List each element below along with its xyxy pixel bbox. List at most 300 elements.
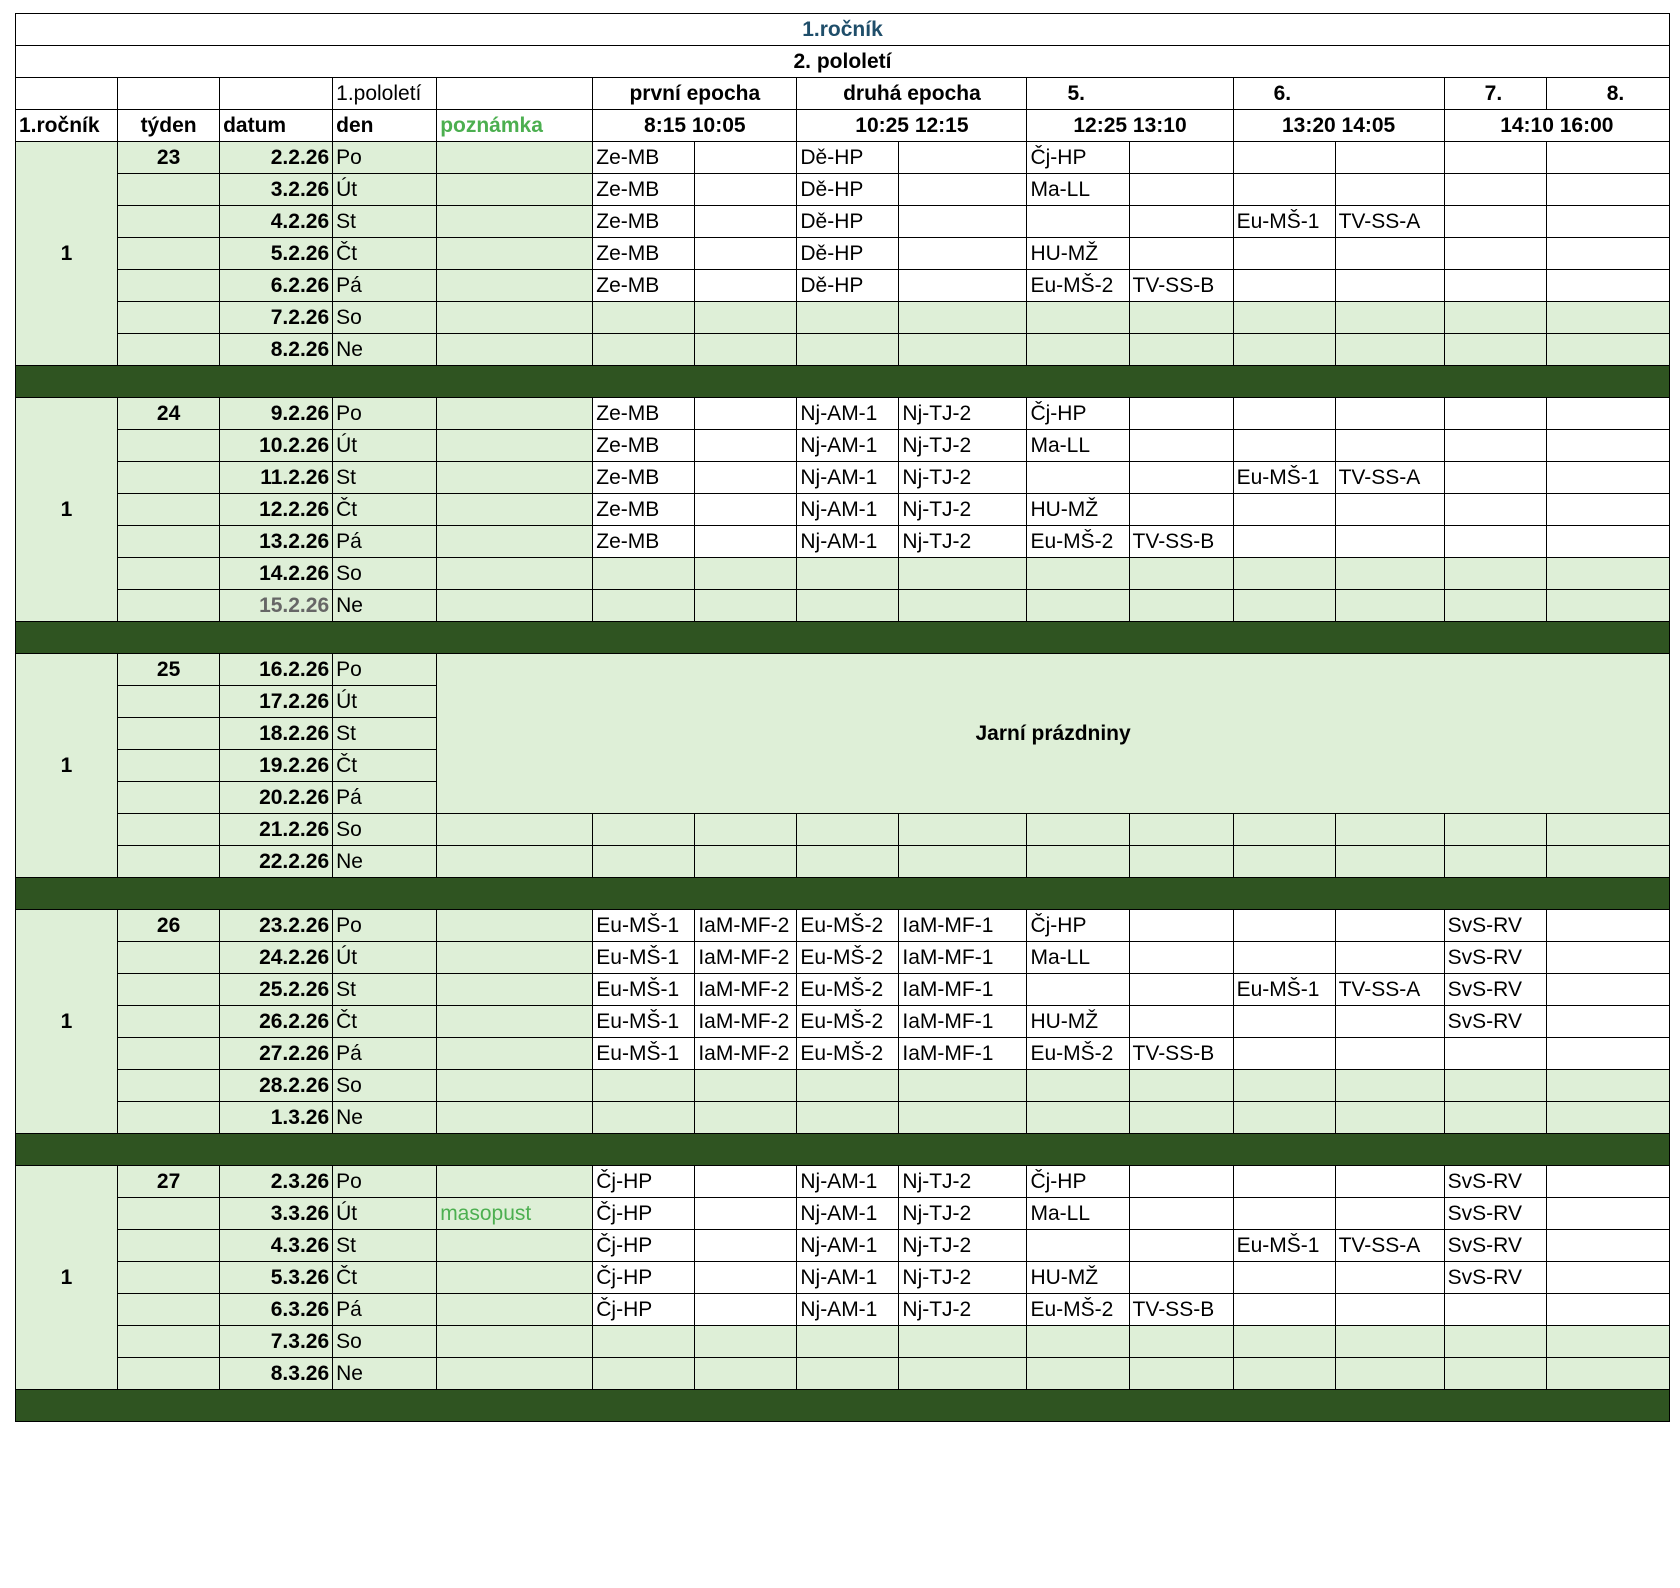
slot-cell: Eu-MŠ-2 (1027, 1038, 1129, 1070)
date-cell: 17.2.26 (220, 686, 333, 718)
date-cell: 16.2.26 (220, 654, 333, 686)
slot-cell (1546, 558, 1669, 590)
slot-cell (1233, 1006, 1335, 1038)
slot-cell: TV-SS-B (1129, 526, 1233, 558)
slot-cell: SvS-RV (1444, 1230, 1546, 1262)
week-cell (118, 526, 220, 558)
slot-cell: Nj-AM-1 (797, 1198, 899, 1230)
date-cell: 5.2.26 (220, 238, 333, 270)
date-cell: 14.2.26 (220, 558, 333, 590)
week-cell (118, 238, 220, 270)
slot-cell: Ze-MB (593, 462, 695, 494)
table-row (16, 558, 1670, 590)
timetable (15, 13, 1670, 1422)
slot-cell (797, 814, 899, 846)
slot-cell (1027, 1102, 1129, 1134)
slot-cell: Dě-HP (797, 174, 899, 206)
note-cell (437, 942, 593, 974)
slot-cell (1444, 846, 1546, 878)
week-cell (118, 590, 220, 622)
slot-cell (1233, 1102, 1335, 1134)
slot-cell (1129, 302, 1233, 334)
day-cell: Út (333, 174, 437, 206)
day-cell: Út (333, 942, 437, 974)
date-cell: 23.2.26 (220, 910, 333, 942)
slot-cell (1335, 1326, 1444, 1358)
slot-cell: Eu-MŠ-2 (797, 910, 899, 942)
slot-cell (695, 558, 797, 590)
column-header-tyden: týden (118, 110, 220, 142)
slot-cell (1444, 1358, 1546, 1390)
date-cell: 6.3.26 (220, 1294, 333, 1326)
slot-cell: Nj-TJ-2 (899, 1198, 1027, 1230)
slot-cell: Ze-MB (593, 494, 695, 526)
slot-cell (1129, 590, 1233, 622)
week-cell (118, 1262, 220, 1294)
note-cell (437, 974, 593, 1006)
slot-cell (1444, 1294, 1546, 1326)
slot-cell (1233, 910, 1335, 942)
note-cell (437, 238, 593, 270)
date-cell: 6.2.26 (220, 270, 333, 302)
note-cell: masopust (437, 1198, 593, 1230)
table-row (16, 1294, 1670, 1326)
slot-cell: Čj-HP (593, 1294, 695, 1326)
slot-cell (1335, 814, 1444, 846)
slot-cell (899, 1358, 1027, 1390)
slot-cell (899, 1070, 1027, 1102)
slot-cell (1129, 1006, 1233, 1038)
week-number: 26 (118, 910, 220, 942)
slot-cell (1129, 1198, 1233, 1230)
slot-cell (695, 1166, 797, 1198)
slot-cell (1444, 558, 1546, 590)
date-cell: 7.2.26 (220, 302, 333, 334)
week-separator (16, 878, 1670, 910)
slot-cell (1129, 462, 1233, 494)
slot-cell (797, 846, 899, 878)
slot-cell (1546, 1006, 1669, 1038)
week-cell (118, 1230, 220, 1262)
slot-cell (1129, 142, 1233, 174)
day-cell: Pá (333, 1294, 437, 1326)
slot-cell (593, 846, 695, 878)
note-cell (437, 462, 593, 494)
table-row (16, 398, 1670, 430)
week-cell (118, 1198, 220, 1230)
slot-cell: Nj-AM-1 (797, 430, 899, 462)
slot-cell (1129, 1358, 1233, 1390)
note-cell (437, 1070, 593, 1102)
slot-cell (1129, 1166, 1233, 1198)
table-row (16, 142, 1670, 174)
slot-cell: IaM-MF-2 (695, 942, 797, 974)
column-header-poznamka: poznámka (437, 110, 593, 142)
slot-cell (695, 814, 797, 846)
separator-band (16, 1134, 1670, 1166)
slot-cell (899, 302, 1027, 334)
slot-cell: Ze-MB (593, 430, 695, 462)
slot-cell (1546, 974, 1669, 1006)
slot-cell (1546, 942, 1669, 974)
note-cell (437, 814, 593, 846)
slot-cell (1444, 430, 1546, 462)
slot-cell (1444, 494, 1546, 526)
slot-cell (1546, 1294, 1669, 1326)
slot-cell (1233, 1038, 1335, 1070)
slot-cell (1233, 1070, 1335, 1102)
week-cell (118, 1070, 220, 1102)
slot-cell (695, 494, 797, 526)
slot-cell (1335, 1262, 1444, 1294)
table-row (16, 462, 1670, 494)
slot-cell: Nj-TJ-2 (899, 494, 1027, 526)
day-cell: Po (333, 910, 437, 942)
slot-cell (1129, 1102, 1233, 1134)
slot-cell (1546, 430, 1669, 462)
table-row (16, 1198, 1670, 1230)
slot-cell (593, 1358, 695, 1390)
time-6: 13:20 14:05 (1233, 110, 1444, 142)
slot-cell (1233, 942, 1335, 974)
slot-cell (1335, 590, 1444, 622)
slot-cell (1027, 1358, 1129, 1390)
table-row (16, 910, 1670, 942)
week-cell (118, 1294, 220, 1326)
table-row (16, 1230, 1670, 1262)
slot-cell (899, 206, 1027, 238)
day-cell: So (333, 558, 437, 590)
note-cell (437, 1166, 593, 1198)
date-cell: 21.2.26 (220, 814, 333, 846)
date-cell: 28.2.26 (220, 1070, 333, 1102)
slot-cell (1546, 1102, 1669, 1134)
slot-cell (1233, 238, 1335, 270)
slot-cell: Ze-MB (593, 526, 695, 558)
slot-cell (797, 1358, 899, 1390)
time-prvni-epocha: 8:15 10:05 (593, 110, 797, 142)
slot-cell: Dě-HP (797, 238, 899, 270)
slot-cell (1027, 302, 1129, 334)
slot-cell (695, 430, 797, 462)
date-cell: 9.2.26 (220, 398, 333, 430)
slot-cell (1546, 1326, 1669, 1358)
timetable-sheet (15, 13, 1670, 1588)
slot-cell: Nj-AM-1 (797, 526, 899, 558)
note-cell (437, 1326, 593, 1358)
slot-cell (1335, 942, 1444, 974)
slot-cell (1335, 1038, 1444, 1070)
day-cell: Út (333, 430, 437, 462)
slot-cell (1335, 1198, 1444, 1230)
slot-cell: Čj-HP (1027, 1166, 1129, 1198)
slot-cell (695, 238, 797, 270)
separator-band (16, 366, 1670, 398)
table-row (16, 1262, 1670, 1294)
slot-cell: Ma-LL (1027, 430, 1129, 462)
slot-cell (899, 1102, 1027, 1134)
table-row (16, 942, 1670, 974)
slot-cell (1546, 270, 1669, 302)
slot-cell (1335, 270, 1444, 302)
date-cell: 2.2.26 (220, 142, 333, 174)
slot-cell: Ze-MB (593, 270, 695, 302)
date-cell: 11.2.26 (220, 462, 333, 494)
slot-cell: Čj-HP (1027, 398, 1129, 430)
slot-cell (1233, 1166, 1335, 1198)
slot-cell (1335, 1358, 1444, 1390)
slot-cell (695, 462, 797, 494)
slot-cell (1546, 494, 1669, 526)
slot-cell (695, 1198, 797, 1230)
table-row (16, 1070, 1670, 1102)
slot-cell: Nj-TJ-2 (899, 430, 1027, 462)
slot-cell (1129, 1070, 1233, 1102)
day-cell: Čt (333, 1262, 437, 1294)
slot-cell (899, 1326, 1027, 1358)
holiday-banner: Jarní prázdniny (437, 654, 1670, 814)
day-cell: So (333, 302, 437, 334)
slot-cell: IaM-MF-1 (899, 910, 1027, 942)
slot-cell (1129, 846, 1233, 878)
slot-cell (695, 398, 797, 430)
table-row (16, 494, 1670, 526)
slot-cell (1129, 910, 1233, 942)
date-cell: 7.3.26 (220, 1326, 333, 1358)
period-label-druha-epocha: druhá epocha (797, 78, 1027, 110)
week-cell (118, 814, 220, 846)
note-cell (437, 526, 593, 558)
slot-cell (1233, 302, 1335, 334)
slot-cell: TV-SS-A (1335, 462, 1444, 494)
slot-cell (695, 1294, 797, 1326)
slot-cell: Eu-MŠ-2 (1027, 1294, 1129, 1326)
slot-cell: HU-MŽ (1027, 238, 1129, 270)
slot-cell (899, 814, 1027, 846)
slot-cell (1233, 590, 1335, 622)
note-cell (437, 1038, 593, 1070)
slot-cell (695, 1262, 797, 1294)
slot-cell: TV-SS-B (1129, 1294, 1233, 1326)
slot-cell (797, 1326, 899, 1358)
column-header-datum: datum (220, 110, 333, 142)
slot-cell (1335, 1102, 1444, 1134)
table-row (16, 430, 1670, 462)
slot-cell: HU-MŽ (1027, 1262, 1129, 1294)
day-cell: Ne (333, 1102, 437, 1134)
slot-cell (1027, 814, 1129, 846)
day-cell: So (333, 1070, 437, 1102)
day-cell: St (333, 974, 437, 1006)
time-7-8: 14:10 16:00 (1444, 110, 1669, 142)
slot-cell (695, 142, 797, 174)
date-cell: 27.2.26 (220, 1038, 333, 1070)
date-cell: 15.2.26 (220, 590, 333, 622)
slot-cell: Nj-AM-1 (797, 1294, 899, 1326)
slot-cell: Eu-MŠ-2 (1027, 270, 1129, 302)
slot-cell (797, 1102, 899, 1134)
period-label-7: 7. (1444, 78, 1546, 110)
table-row (16, 846, 1670, 878)
note-cell (437, 1358, 593, 1390)
date-cell: 3.3.26 (220, 1198, 333, 1230)
slot-cell: IaM-MF-1 (899, 974, 1027, 1006)
slot-cell (1233, 1358, 1335, 1390)
day-cell: St (333, 1230, 437, 1262)
date-cell: 4.2.26 (220, 206, 333, 238)
date-cell: 25.2.26 (220, 974, 333, 1006)
slot-cell (1546, 334, 1669, 366)
slot-cell: IaM-MF-1 (899, 942, 1027, 974)
slot-cell (1444, 1102, 1546, 1134)
note-cell (437, 1262, 593, 1294)
slot-cell (593, 302, 695, 334)
table-row (16, 1166, 1670, 1198)
note-cell (437, 590, 593, 622)
day-cell: Čt (333, 238, 437, 270)
slot-cell (1027, 1230, 1129, 1262)
slot-cell (695, 174, 797, 206)
day-cell: Pá (333, 270, 437, 302)
slot-cell (1233, 846, 1335, 878)
note-cell (437, 1102, 593, 1134)
slot-cell (797, 302, 899, 334)
slot-cell: IaM-MF-2 (695, 1006, 797, 1038)
period-label-prvni-epocha: první epocha (593, 78, 797, 110)
slot-cell (1335, 334, 1444, 366)
slot-cell (695, 1230, 797, 1262)
slot-cell: TV-SS-A (1335, 1230, 1444, 1262)
date-cell: 4.3.26 (220, 1230, 333, 1262)
slot-cell (1444, 334, 1546, 366)
slot-cell (1233, 334, 1335, 366)
slot-cell (1546, 174, 1669, 206)
table-row (16, 526, 1670, 558)
date-cell: 18.2.26 (220, 718, 333, 750)
week-cell (118, 974, 220, 1006)
slot-cell (1027, 846, 1129, 878)
slot-cell (1233, 270, 1335, 302)
table-row (16, 814, 1670, 846)
slot-cell (1233, 526, 1335, 558)
slot-cell (1233, 398, 1335, 430)
week-cell (118, 558, 220, 590)
period-label-6: 6. (1233, 78, 1444, 110)
slot-cell (1129, 558, 1233, 590)
slot-cell (1335, 302, 1444, 334)
week-cell (118, 782, 220, 814)
day-cell: So (333, 1326, 437, 1358)
slot-cell: Ma-LL (1027, 1198, 1129, 1230)
table-row (16, 238, 1670, 270)
slot-cell (1546, 398, 1669, 430)
slot-cell (1233, 1198, 1335, 1230)
slot-cell (695, 1070, 797, 1102)
slot-cell: Čj-HP (1027, 910, 1129, 942)
slot-cell (1335, 174, 1444, 206)
note-cell (437, 1230, 593, 1262)
slot-cell: Eu-MŠ-2 (797, 1038, 899, 1070)
table-row (16, 1102, 1670, 1134)
note-cell (437, 494, 593, 526)
table-row (16, 1358, 1670, 1390)
slot-cell (593, 558, 695, 590)
slot-cell (1233, 494, 1335, 526)
slot-cell (695, 206, 797, 238)
slot-cell (899, 270, 1027, 302)
slot-cell: Eu-MŠ-1 (593, 1038, 695, 1070)
day-cell: Ne (333, 1358, 437, 1390)
slot-cell: Eu-MŠ-1 (593, 910, 695, 942)
date-cell: 8.3.26 (220, 1358, 333, 1390)
date-cell: 10.2.26 (220, 430, 333, 462)
rocnik-cell: 1 (16, 1166, 118, 1390)
pololeti-label: 1.pololetí (333, 78, 437, 110)
slot-cell (797, 1070, 899, 1102)
slot-cell (1546, 302, 1669, 334)
day-cell: Po (333, 398, 437, 430)
time-druha-epocha: 10:25 12:15 (797, 110, 1027, 142)
slot-cell: SvS-RV (1444, 910, 1546, 942)
slot-cell (1335, 238, 1444, 270)
note-cell (437, 398, 593, 430)
column-header-den: den (333, 110, 437, 142)
slot-cell (1027, 334, 1129, 366)
slot-cell (1444, 142, 1546, 174)
slot-cell (1444, 270, 1546, 302)
note-cell (437, 910, 593, 942)
slot-cell (695, 270, 797, 302)
slot-cell: Dě-HP (797, 270, 899, 302)
slot-cell (1444, 398, 1546, 430)
slot-cell (1546, 1358, 1669, 1390)
slot-cell: HU-MŽ (1027, 1006, 1129, 1038)
slot-cell: Ma-LL (1027, 174, 1129, 206)
day-cell: Pá (333, 526, 437, 558)
slot-cell (1129, 1230, 1233, 1262)
slot-cell: SvS-RV (1444, 1262, 1546, 1294)
slot-cell (899, 590, 1027, 622)
slot-cell: TV-SS-A (1335, 206, 1444, 238)
slot-cell (1233, 174, 1335, 206)
slot-cell: TV-SS-B (1129, 1038, 1233, 1070)
slot-cell: Nj-AM-1 (797, 398, 899, 430)
slot-cell: Nj-TJ-2 (899, 398, 1027, 430)
slot-cell: Ze-MB (593, 206, 695, 238)
column-header-rocnik: 1.ročník (16, 110, 118, 142)
slot-cell (797, 590, 899, 622)
note-cell (437, 142, 593, 174)
slot-cell (1335, 558, 1444, 590)
table-row (16, 302, 1670, 334)
table-row (16, 334, 1670, 366)
slot-cell: Eu-MŠ-1 (593, 942, 695, 974)
slot-cell (1335, 910, 1444, 942)
slot-cell: SvS-RV (1444, 974, 1546, 1006)
slot-cell (1444, 1038, 1546, 1070)
slot-cell (1129, 1262, 1233, 1294)
slot-cell (1546, 814, 1669, 846)
date-cell: 13.2.26 (220, 526, 333, 558)
slot-cell: SvS-RV (1444, 1006, 1546, 1038)
week-cell (118, 270, 220, 302)
slot-cell (695, 590, 797, 622)
slot-cell (1027, 206, 1129, 238)
week-cell (118, 846, 220, 878)
day-cell: Čt (333, 1006, 437, 1038)
slot-cell: IaM-MF-2 (695, 910, 797, 942)
slot-cell (695, 1358, 797, 1390)
